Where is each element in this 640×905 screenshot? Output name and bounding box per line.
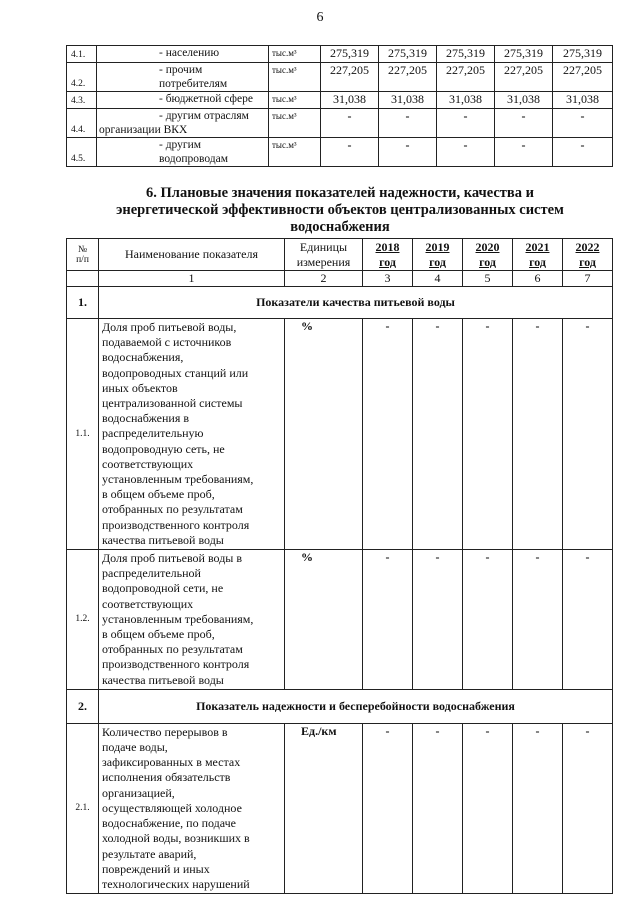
header-year-2: 2019 год (413, 239, 463, 271)
indicator-value: - (563, 723, 613, 893)
indicator-row-1-2 (67, 550, 613, 690)
supply-value: 227,205 (379, 63, 437, 92)
supply-value: - (379, 109, 437, 138)
description-line: Доля проб питьевой воды в (102, 551, 243, 566)
supply-value: 227,205 (495, 63, 553, 92)
section-title: Показатель надежности и бесперебойности водоснабжения (99, 689, 613, 723)
supply-value: - (437, 109, 495, 138)
description-line: подаче воды, (102, 740, 168, 755)
supply-value: - (321, 138, 379, 167)
col-number: 5 (463, 271, 513, 287)
section-row-2 (67, 689, 613, 723)
description-line: зафиксированных в местах (102, 755, 241, 770)
description-line: технологических нарушений (102, 876, 250, 891)
supply-name: - бюджетной сфере (97, 92, 269, 109)
description-line: в общем объеме проб, (102, 627, 215, 642)
description-line: результате аварий, (102, 846, 197, 861)
supply-value: - (553, 138, 613, 167)
description-line: качества питьевой воды (102, 672, 224, 687)
description-line: водопроводную сеть, не (102, 441, 225, 456)
header-year-3: 2020 год (463, 239, 513, 271)
description-line: отобранных по результатам (102, 502, 243, 517)
section-num: 1. (67, 287, 99, 319)
section-title: Показатели качества питьевой воды (99, 287, 613, 319)
supply-num: 4.1. (67, 46, 97, 63)
supply-unit: тыс.м³ (269, 138, 321, 167)
indicator-description (99, 723, 285, 893)
supply-value: 227,205 (553, 63, 613, 92)
col-number: 4 (413, 271, 463, 287)
description-line: Количество перерывов в (102, 724, 228, 739)
description-line: централизованной системы (102, 396, 243, 411)
supply-value: 31,038 (495, 92, 553, 109)
description-line: производственного контроля (102, 657, 250, 672)
supply-row (67, 46, 613, 63)
supply-value: 31,038 (553, 92, 613, 109)
indicator-value: - (463, 723, 513, 893)
supply-value: 275,319 (437, 46, 495, 63)
description-line: исполнения обязательств (102, 770, 231, 785)
description-line: Доля проб питьевой воды, (102, 320, 237, 334)
supply-unit: тыс.м³ (269, 109, 321, 138)
indicator-description (99, 550, 285, 690)
description-line: подаваемой с источников (102, 335, 232, 350)
section-heading (90, 185, 590, 236)
supply-name: - другим водопроводам (97, 138, 269, 167)
supply-value: 31,038 (321, 92, 379, 109)
indicator-value: - (513, 723, 563, 893)
description-line: водоснабжение, по подаче (102, 816, 236, 831)
indicator-num: 2.1. (67, 723, 99, 893)
supply-value: - (379, 138, 437, 167)
description-line: соответствующих (102, 456, 194, 471)
supply-value: 275,319 (495, 46, 553, 63)
supply-num: 4.3. (67, 92, 97, 109)
header-year-5: 2022 год (563, 239, 613, 271)
indicator-row-2-1 (67, 723, 613, 893)
indicator-value: - (463, 319, 513, 550)
indicator-value: - (513, 550, 563, 690)
description-line: водопроводной сети, не (102, 581, 224, 596)
col-number: 3 (363, 271, 413, 287)
indicator-value: - (413, 723, 463, 893)
indicator-value: - (513, 319, 563, 550)
supply-name: - населению (97, 46, 269, 63)
description-line: иных объектов (102, 380, 178, 395)
supply-value: - (437, 138, 495, 167)
description-line: распределительной (102, 566, 201, 581)
indicator-value: - (363, 319, 413, 550)
supply-value: - (553, 109, 613, 138)
supply-value: - (495, 109, 553, 138)
indicator-value: - (363, 550, 413, 690)
description-line: холодной воды, возникших в (102, 831, 250, 846)
description-line: водоснабжения в (102, 411, 190, 426)
page-number: 6 (316, 10, 324, 25)
supply-row (67, 138, 613, 167)
supply-value: 227,205 (321, 63, 379, 92)
col-number: 6 (513, 271, 563, 287)
supply-row (67, 109, 613, 138)
description-line: установленным требованиям, (102, 472, 254, 487)
header-num: № п/п (67, 239, 99, 271)
description-line: производственного контроля (102, 517, 250, 532)
supply-row (67, 92, 613, 109)
description-line: качества питьевой воды (102, 532, 224, 547)
indicator-unit: % (285, 319, 363, 550)
col-number: 2 (285, 271, 363, 287)
description-line: организацией, (102, 785, 175, 800)
supply-unit: тыс.м³ (269, 46, 321, 63)
indicator-row-1-1 (67, 319, 613, 550)
heading-line-2: энергетической эффективности объектов централизованных систем (116, 202, 564, 218)
col-number: 1 (99, 271, 285, 287)
table-header-row (67, 239, 613, 271)
supply-value: 275,319 (321, 46, 379, 63)
header-year-1: 2018 год (363, 239, 413, 271)
supply-num: 4.4. (67, 109, 97, 138)
indicator-value: - (563, 319, 613, 550)
supply-num: 4.5. (67, 138, 97, 167)
header-year-4: 2021 год (513, 239, 563, 271)
description-line: водоснабжения, (102, 350, 184, 365)
header-name: Наименование показателя (99, 239, 285, 271)
description-line: установленным требованиям, (102, 611, 254, 626)
header-unit: Единицы измерения (285, 239, 363, 271)
indicator-description (99, 319, 285, 550)
supply-value: 227,205 (437, 63, 495, 92)
column-number-row (67, 271, 613, 287)
indicator-unit: % (285, 550, 363, 690)
supply-name: - прочим потребителям (97, 63, 269, 92)
heading-line-3: водоснабжения (290, 219, 390, 235)
description-line: распределительную (102, 426, 204, 441)
supply-name: - другим отраслям организации ВКХ (97, 109, 269, 138)
indicator-value: - (463, 550, 513, 690)
section-num: 2. (67, 689, 99, 723)
water-supply-table (66, 45, 613, 167)
indicators-table (66, 238, 613, 894)
indicator-value: - (413, 319, 463, 550)
description-line: отобранных по результатам (102, 642, 243, 657)
description-line: повреждений и иных (102, 861, 210, 876)
indicator-value: - (563, 550, 613, 690)
description-line: соответствующих (102, 596, 194, 611)
indicator-num: 1.1. (67, 319, 99, 550)
indicator-unit: Ед./км (285, 723, 363, 893)
supply-value: 31,038 (379, 92, 437, 109)
indicator-num: 1.2. (67, 550, 99, 690)
section-row-1 (67, 287, 613, 319)
supply-row (67, 63, 613, 92)
description-line: в общем объеме проб, (102, 487, 215, 502)
description-line: водопроводных станций или (102, 365, 249, 380)
indicator-value: - (413, 550, 463, 690)
supply-unit: тыс.м³ (269, 92, 321, 109)
supply-value: - (321, 109, 379, 138)
supply-value: - (495, 138, 553, 167)
heading-line-1: 6. Плановые значения показателей надежности, качества и (146, 185, 534, 201)
supply-unit: тыс.м³ (269, 63, 321, 92)
supply-value: 275,319 (379, 46, 437, 63)
supply-value: 31,038 (437, 92, 495, 109)
supply-value: 275,319 (553, 46, 613, 63)
supply-num: 4.2. (67, 63, 97, 92)
description-line: осуществляющей холодное (102, 800, 242, 815)
indicator-value: - (363, 723, 413, 893)
col-number: 7 (563, 271, 613, 287)
